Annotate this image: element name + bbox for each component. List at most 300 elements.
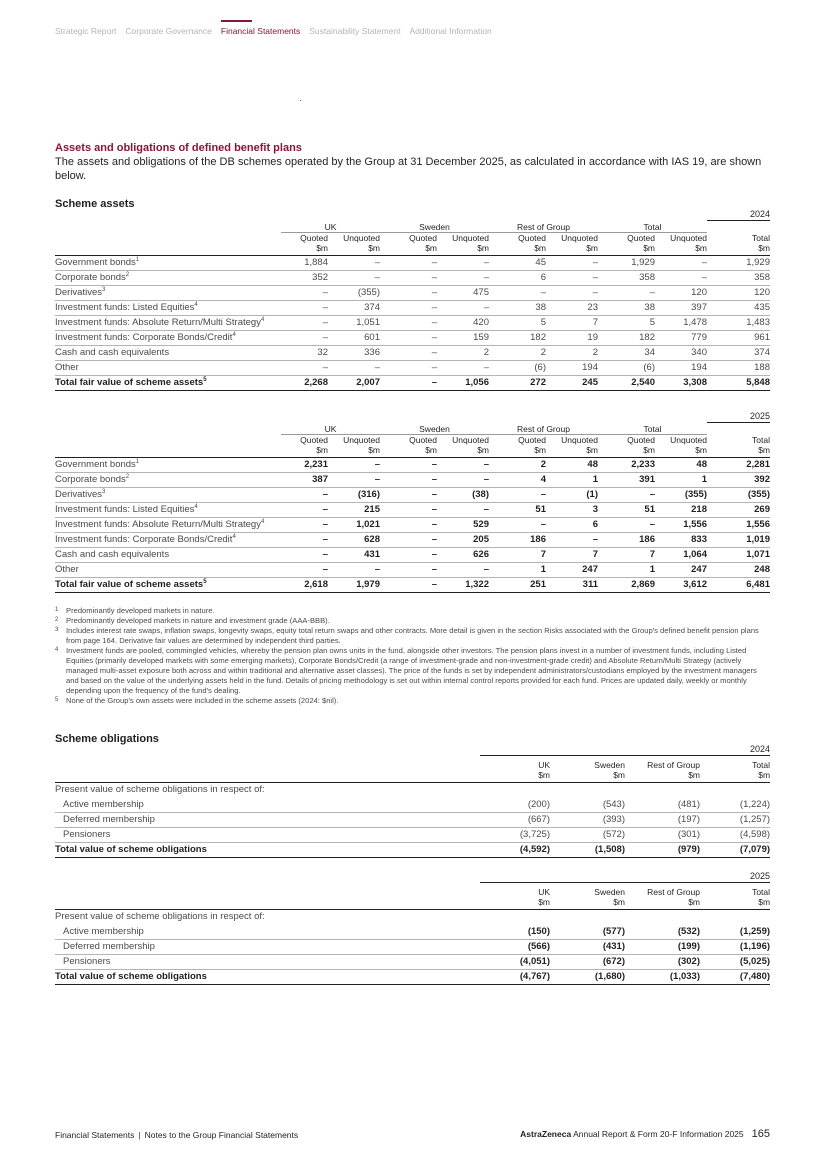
footnote-ref: 1 [135, 458, 140, 465]
value-cell: – [281, 517, 328, 532]
value-cell: – [281, 330, 328, 345]
row-label: Pensioners [55, 827, 480, 842]
row-label-cell [55, 330, 281, 345]
value-cell: 120 [707, 285, 770, 300]
table-row [55, 345, 770, 360]
total-value-cell: 6,481 [707, 577, 770, 592]
value-cell: – [328, 472, 380, 487]
column-header-row [55, 434, 770, 457]
value-cell: – [328, 457, 380, 472]
row-label-cell [55, 517, 281, 532]
value-cell: 431 [328, 547, 380, 562]
value-cell: (355) [707, 487, 770, 502]
footer-separator: | [138, 1130, 141, 1140]
group-header: Sweden [380, 422, 489, 434]
value-cell: (1,259) [700, 924, 770, 939]
value-cell: – [437, 562, 489, 577]
value-cell: 2 [489, 345, 546, 360]
value-cell: 186 [598, 532, 655, 547]
total-row [55, 577, 770, 592]
value-cell: 215 [328, 502, 380, 517]
total-label: Total value of scheme obligations [55, 969, 480, 984]
value-cell: 529 [437, 517, 489, 532]
column-header-row [55, 232, 770, 255]
value-cell: – [281, 532, 328, 547]
footnote-number: 5 [55, 697, 59, 703]
column-header: Quoted $m [489, 232, 546, 255]
value-cell: 374 [707, 345, 770, 360]
value-cell: (6) [489, 360, 546, 375]
value-cell: – [546, 285, 598, 300]
value-cell: 779 [655, 330, 707, 345]
table-row [55, 939, 770, 954]
value-cell: 247 [655, 562, 707, 577]
total-value-cell: 3,612 [655, 577, 707, 592]
footnote-number: 3 [55, 627, 59, 633]
footnote-text: Predominantly developed markets in nature and investment grade (AAA-BBB). [66, 616, 330, 625]
scheme-assets-title: Scheme assets [55, 198, 135, 210]
value-cell: 1,478 [655, 315, 707, 330]
value-cell: 1 [655, 472, 707, 487]
row-label: Government bonds [55, 257, 136, 268]
column-header: Unquoted $m [437, 434, 489, 457]
footnote [55, 696, 770, 706]
column-header: Unquoted $m [655, 232, 707, 255]
table-row [55, 502, 770, 517]
value-cell: – [546, 270, 598, 285]
row-label-cell [55, 457, 281, 472]
group-row [55, 422, 770, 434]
group-row [55, 220, 770, 232]
value-cell: 475 [437, 285, 489, 300]
table-row [55, 300, 770, 315]
value-cell: (200) [480, 797, 550, 812]
intro-label: Present value of scheme obligations in respect of: [55, 911, 265, 923]
value-cell: – [380, 300, 437, 315]
row-label-cell [55, 360, 281, 375]
value-cell: 1,019 [707, 532, 770, 547]
scheme-obligations-2024 [55, 742, 770, 858]
column-header: Total $m [707, 434, 770, 457]
footnote-ref: 4 [194, 301, 198, 308]
row-label: Total fair value of scheme assets [55, 377, 204, 388]
row-label: Other [55, 362, 79, 373]
column-header: UK $m [480, 882, 550, 909]
value-cell: 1 [598, 562, 655, 577]
value-cell: (566) [480, 939, 550, 954]
column-header: Unquoted $m [546, 434, 598, 457]
value-cell: (6) [598, 360, 655, 375]
value-cell: (1) [546, 487, 598, 502]
row-label: Investment funds: Listed Equities [55, 504, 195, 515]
row-label-cell [55, 472, 281, 487]
value-cell: 5 [598, 315, 655, 330]
total-label: Total value of scheme obligations [55, 842, 480, 857]
total-value-cell: – [380, 577, 437, 592]
intro-row [55, 782, 770, 797]
value-cell: (577) [550, 924, 625, 939]
value-cell: 4 [489, 472, 546, 487]
value-cell: 23 [546, 300, 598, 315]
group-header: Total [598, 220, 707, 232]
value-cell: 48 [655, 457, 707, 472]
year-label: 2024 [707, 207, 770, 220]
value-cell: 1 [546, 472, 598, 487]
table-row [55, 532, 770, 547]
value-cell: 1,021 [328, 517, 380, 532]
value-cell: (667) [480, 812, 550, 827]
section-intro: The assets and obligations of the DB schemes operated by the Group at 31 December 2025, as calculated in accordance with IAS 19, are shown below. [55, 156, 762, 182]
value-cell: – [380, 285, 437, 300]
total-value-cell: 311 [546, 577, 598, 592]
value-cell: – [281, 562, 328, 577]
year-label: 2024 [480, 742, 770, 755]
total-value-cell: (7,079) [700, 842, 770, 857]
footnote-text: None of the Group's own assets were included in the scheme assets (2024: $nil). [66, 696, 339, 705]
row-label: Total fair value of scheme assets [55, 579, 204, 590]
value-cell: (393) [550, 812, 625, 827]
value-cell: 269 [707, 502, 770, 517]
stray-mark [300, 100, 301, 101]
value-cell: – [437, 270, 489, 285]
value-cell: 1,884 [281, 255, 328, 270]
value-cell: 387 [281, 472, 328, 487]
value-cell: – [380, 472, 437, 487]
nav-additional-information[interactable]: Additional Information [409, 26, 492, 36]
table-row [55, 472, 770, 487]
scheme-obligations-title: Scheme obligations [55, 733, 159, 745]
value-cell: – [281, 315, 328, 330]
footnote-ref: 4 [194, 503, 198, 510]
value-cell: 2,281 [707, 457, 770, 472]
value-cell: – [380, 517, 437, 532]
total-value-cell: 3,308 [655, 375, 707, 390]
footnote-ref: 4 [232, 331, 236, 338]
value-cell: – [489, 285, 546, 300]
table-row [55, 812, 770, 827]
group-header: Sweden [380, 220, 489, 232]
value-cell: (1,224) [700, 797, 770, 812]
value-cell: 5 [489, 315, 546, 330]
table-row [55, 562, 770, 577]
value-cell: (5,025) [700, 954, 770, 969]
value-cell: 7 [598, 547, 655, 562]
value-cell: (4,598) [700, 827, 770, 842]
row-label-cell [55, 255, 281, 270]
total-value-cell: 1,056 [437, 375, 489, 390]
value-cell: 1,929 [598, 255, 655, 270]
column-header: Unquoted $m [655, 434, 707, 457]
column-header: Unquoted $m [437, 232, 489, 255]
year-row [55, 207, 770, 220]
group-header: Rest of Group [489, 422, 598, 434]
column-header: Unquoted $m [328, 232, 380, 255]
value-cell: (316) [328, 487, 380, 502]
scheme-assets-table-2024 [55, 207, 770, 391]
value-cell: (197) [625, 812, 700, 827]
value-cell: 194 [655, 360, 707, 375]
value-cell: (1,196) [700, 939, 770, 954]
value-cell: (150) [480, 924, 550, 939]
value-cell: 2 [437, 345, 489, 360]
total-value-cell: 2,540 [598, 375, 655, 390]
nav-sustainability-statement[interactable]: Sustainability Statement [309, 26, 401, 36]
footnote-number: 1 [55, 607, 59, 613]
row-label: Corporate bonds [55, 272, 126, 283]
value-cell: (4,051) [480, 954, 550, 969]
total-value-cell: 2,268 [281, 375, 328, 390]
total-value-cell: (1,508) [550, 842, 625, 857]
column-header: Quoted $m [598, 434, 655, 457]
row-label-cell [55, 345, 281, 360]
footnote-number: 4 [55, 647, 59, 653]
footer-report-title: Annual Report & Form 20-F Information 2025 [573, 1129, 744, 1139]
total-value-cell: 2,869 [598, 577, 655, 592]
scheme-obligations-2025 [55, 869, 770, 985]
value-cell: 19 [546, 330, 598, 345]
total-row [55, 842, 770, 857]
column-header: Quoted $m [489, 434, 546, 457]
table-row [55, 827, 770, 842]
row-label-cell [55, 502, 281, 517]
value-cell: – [546, 532, 598, 547]
value-cell: 2 [546, 345, 598, 360]
row-label-cell [55, 532, 281, 547]
footnote [55, 606, 770, 616]
value-cell: – [598, 487, 655, 502]
value-cell: – [328, 360, 380, 375]
footnote-ref: 4 [260, 316, 265, 323]
value-cell: – [437, 255, 489, 270]
value-cell: 248 [707, 562, 770, 577]
table-row [55, 255, 770, 270]
total-value-cell: 272 [489, 375, 546, 390]
value-cell: – [489, 517, 546, 532]
value-cell: 38 [489, 300, 546, 315]
total-value-cell: 2,007 [328, 375, 380, 390]
value-cell: 2,231 [281, 457, 328, 472]
row-label: Investment funds: Listed Equities [55, 302, 195, 313]
row-label-cell [55, 315, 281, 330]
value-cell: – [281, 300, 328, 315]
footer-subsection[interactable]: Notes to the Group Financial Statements [144, 1130, 299, 1140]
footnote [55, 626, 770, 646]
column-header: Unquoted $m [328, 434, 380, 457]
value-cell: 1,051 [328, 315, 380, 330]
value-cell: 1,556 [707, 517, 770, 532]
column-header: Sweden $m [550, 755, 625, 782]
value-cell: – [281, 502, 328, 517]
value-cell: 833 [655, 532, 707, 547]
value-cell: 34 [598, 345, 655, 360]
row-label: Deferred membership [55, 812, 480, 827]
year-label: 2025 [480, 869, 770, 882]
value-cell: 51 [489, 502, 546, 517]
value-cell: 120 [655, 285, 707, 300]
value-cell: (3,725) [480, 827, 550, 842]
group-header: UK [281, 422, 380, 434]
scheme-assets-2025 [55, 409, 770, 593]
scheme-obligations-table-2025 [55, 869, 770, 985]
value-cell: 420 [437, 315, 489, 330]
value-cell: 7 [489, 547, 546, 562]
value-cell: – [328, 562, 380, 577]
value-cell: – [380, 562, 437, 577]
footnote-text: Includes interest rate swaps, inflation swaps, longevity swaps, equity total return swaps and other contracts. More detail is given in the section Risks associated with the Group's defined benefit pension plans from page 164. Derivative fair values are determined by independent third parties. [66, 626, 759, 645]
footnotes [55, 606, 770, 706]
value-cell: 391 [598, 472, 655, 487]
column-header: Quoted $m [380, 434, 437, 457]
value-cell: – [546, 255, 598, 270]
row-label: Investment funds: Corporate Bonds/Credit [55, 332, 233, 343]
value-cell: 38 [598, 300, 655, 315]
value-cell: 218 [655, 502, 707, 517]
value-cell: 51 [598, 502, 655, 517]
section-header [55, 142, 770, 183]
value-cell: – [380, 487, 437, 502]
row-label: Investment funds: Absolute Return/Multi Strategy [55, 317, 261, 328]
row-label: Investment funds: Corporate Bonds/Credit [55, 534, 233, 545]
total-value-cell: 1,322 [437, 577, 489, 592]
value-cell: 358 [707, 270, 770, 285]
value-cell: 186 [489, 532, 546, 547]
value-cell: 374 [328, 300, 380, 315]
table-row [55, 270, 770, 285]
column-header: Total $m [707, 232, 770, 255]
value-cell: – [380, 547, 437, 562]
value-cell: – [380, 345, 437, 360]
table-row [55, 330, 770, 345]
value-cell: 1,929 [707, 255, 770, 270]
footer-report [520, 1128, 770, 1140]
table-row [55, 457, 770, 472]
footnote-ref: 4 [260, 518, 265, 525]
column-header: UK $m [480, 755, 550, 782]
value-cell: (481) [625, 797, 700, 812]
nav-corporate-governance[interactable]: Corporate Governance [125, 26, 212, 36]
value-cell: 352 [281, 270, 328, 285]
group-header: UK [281, 220, 380, 232]
value-cell: – [380, 457, 437, 472]
total-value-cell: 245 [546, 375, 598, 390]
value-cell: (355) [655, 487, 707, 502]
value-cell: (672) [550, 954, 625, 969]
footnote-ref: 3 [102, 488, 106, 495]
table-row [55, 487, 770, 502]
group-header: Rest of Group [489, 220, 598, 232]
value-cell: (572) [550, 827, 625, 842]
value-cell: – [281, 360, 328, 375]
value-cell: 182 [489, 330, 546, 345]
total-value-cell: (4,767) [480, 969, 550, 984]
value-cell: (301) [625, 827, 700, 842]
column-header: Total $m [700, 882, 770, 909]
value-cell: 601 [328, 330, 380, 345]
nav-strategic-report[interactable]: Strategic Report [55, 26, 117, 36]
total-value-cell: 251 [489, 577, 546, 592]
value-cell: 32 [281, 345, 328, 360]
column-header: Quoted $m [281, 434, 328, 457]
value-cell: 1,071 [707, 547, 770, 562]
row-label: Cash and cash equivalents [55, 347, 170, 358]
footer-section[interactable]: Financial Statements [55, 1130, 135, 1140]
value-cell: (302) [625, 954, 700, 969]
footnote-ref: 5 [203, 376, 207, 383]
row-label: Active membership [55, 797, 480, 812]
value-cell: 194 [546, 360, 598, 375]
table-row [55, 797, 770, 812]
value-cell: – [328, 270, 380, 285]
row-label-cell [55, 300, 281, 315]
value-cell: 2 [489, 457, 546, 472]
value-cell: 392 [707, 472, 770, 487]
column-header-row [55, 755, 770, 782]
value-cell: 2,233 [598, 457, 655, 472]
value-cell: – [489, 487, 546, 502]
column-header: Quoted $m [281, 232, 328, 255]
value-cell: – [437, 472, 489, 487]
value-cell: 6 [546, 517, 598, 532]
value-cell: 628 [328, 532, 380, 547]
year-row [55, 409, 770, 422]
scheme-assets-2024 [55, 207, 770, 391]
footnote-text: Predominantly developed markets in nature. [66, 606, 215, 615]
footnote-ref: 2 [125, 473, 130, 480]
row-label: Other [55, 564, 79, 575]
value-cell: 1,556 [655, 517, 707, 532]
value-cell: 435 [707, 300, 770, 315]
value-cell: – [380, 502, 437, 517]
value-cell: 336 [328, 345, 380, 360]
total-label-cell [55, 577, 281, 592]
total-label-cell [55, 375, 281, 390]
table-row [55, 924, 770, 939]
value-cell: – [598, 517, 655, 532]
year-row [55, 742, 770, 755]
value-cell: – [380, 270, 437, 285]
value-cell: 397 [655, 300, 707, 315]
row-label: Cash and cash equivalents [55, 549, 170, 560]
value-cell: 6 [489, 270, 546, 285]
column-header-row [55, 882, 770, 909]
footer-brand: AstraZeneca [520, 1129, 572, 1139]
value-cell: 48 [546, 457, 598, 472]
value-cell: (543) [550, 797, 625, 812]
column-header: Rest of Group $m [625, 882, 700, 909]
group-header: Total [598, 422, 707, 434]
row-label: Government bonds [55, 459, 136, 470]
value-cell: – [380, 315, 437, 330]
column-header: Quoted $m [598, 232, 655, 255]
value-cell: 205 [437, 532, 489, 547]
row-label: Pensioners [55, 954, 480, 969]
value-cell: 247 [546, 562, 598, 577]
total-value-cell: (7,480) [700, 969, 770, 984]
value-cell: 961 [707, 330, 770, 345]
page-number: 165 [751, 1128, 770, 1140]
row-label: Derivatives [55, 287, 102, 298]
footnote-ref: 4 [232, 533, 236, 540]
total-row [55, 969, 770, 984]
value-cell: 159 [437, 330, 489, 345]
column-header: Rest of Group $m [625, 755, 700, 782]
nav-financial-statements[interactable]: Financial Statements [221, 20, 300, 36]
footnote-ref: 3 [102, 286, 106, 293]
column-header: Unquoted $m [546, 232, 598, 255]
footnote [55, 616, 770, 626]
value-cell: (532) [625, 924, 700, 939]
value-cell: – [380, 360, 437, 375]
